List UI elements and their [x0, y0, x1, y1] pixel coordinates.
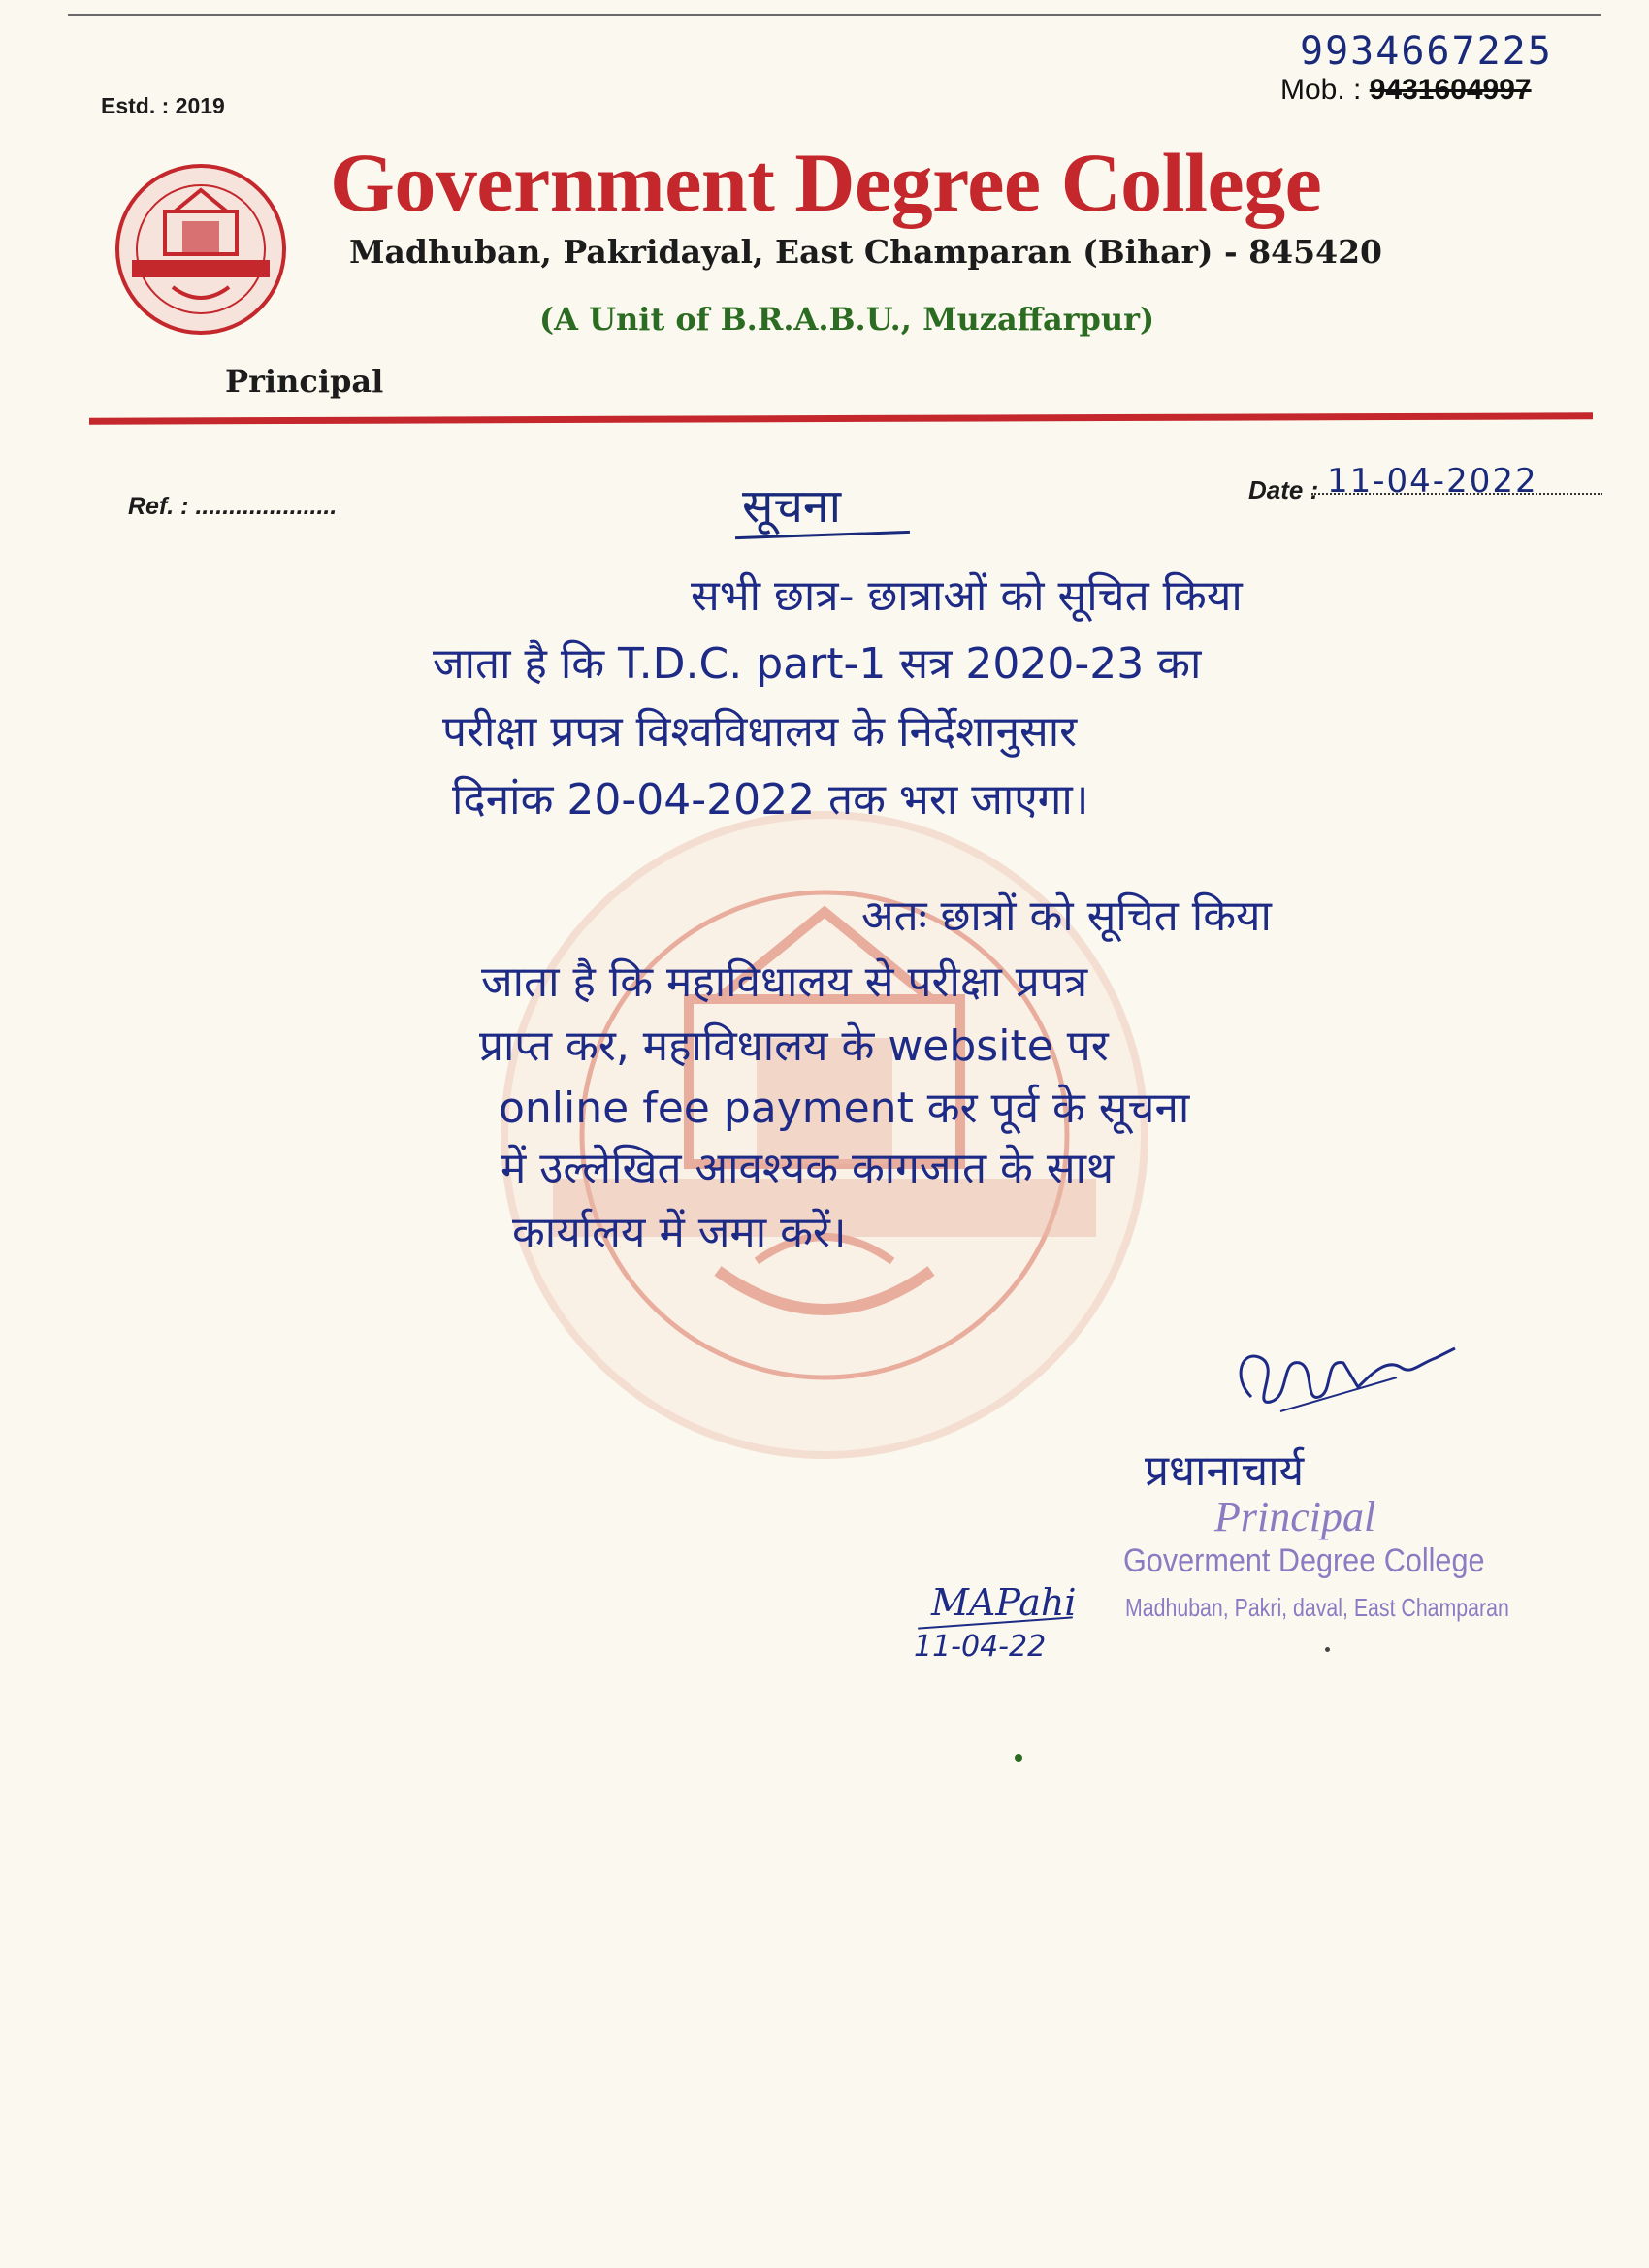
established-year: Estd. : 2019 [101, 93, 225, 118]
college-name: Government Degree College [330, 136, 1322, 229]
ink-dot [1325, 1647, 1330, 1652]
college-address: Madhuban, Pakridayal, East Champaran (Bihar) - 845420 [349, 233, 1382, 271]
notice-heading: सूचना [742, 479, 842, 534]
notice-line: जाता है कि T.D.C. part-1 सत्र 2020-23 का [433, 639, 1202, 689]
stamp-college-name: Goverment Degree College [1123, 1542, 1485, 1579]
date-value: 11-04-2022 [1327, 462, 1538, 501]
top-border-line [68, 14, 1600, 16]
office-of-principal: Principal [225, 363, 384, 400]
notice-line: अतः छात्रों को सूचित किया [861, 891, 1272, 941]
notice-line: में उल्लेखित आवश्यक कागजात के साथ [501, 1144, 1115, 1193]
principal-signature-icon [1222, 1319, 1465, 1436]
notice-line: दिनांक 20-04-2022 तक भरा जाएगा। [452, 775, 1089, 825]
principal-designation-hindi: प्रधानाचार्य [1145, 1446, 1305, 1496]
mobile-number [1280, 74, 1532, 107]
initials-date: 11-04-22 [914, 1630, 1047, 1664]
ink-dot [1015, 1754, 1022, 1762]
reference-field: Ref. : ..................... [128, 493, 338, 520]
stamp-address: Madhuban, Pakri, daval, East Champaran [1125, 1593, 1509, 1622]
handwritten-mobile-number: 9934667225 [1300, 29, 1553, 74]
notice-line: परीक्षा प्रपत्र विश्वविधालय के निर्देशानुसार [442, 707, 1078, 757]
mobile-number-struck: 9431604997 [1369, 74, 1532, 106]
stamp-principal: Principal [1214, 1493, 1376, 1540]
notice-line: जाता है कि महाविधालय से परीक्षा प्रपत्र [481, 957, 1088, 1007]
notice-line: कार्यालय में जमा करें। [512, 1208, 847, 1257]
date-label: Date : [1248, 475, 1319, 504]
affiliation-unit: (A Unit of B.R.A.B.U., Muzaffarpur) [539, 301, 1155, 338]
initials-signature: MAPahi [931, 1581, 1077, 1624]
notice-line: प्राप्त कर, महाविधालय के website पर [479, 1021, 1109, 1071]
notice-line: सभी छात्र- छात्राओं को सूचित किया [691, 571, 1243, 621]
mobile-label: Mob. : [1280, 74, 1362, 106]
notice-line: online fee payment कर पूर्व के सूचना [499, 1084, 1190, 1133]
university-logo-icon [114, 163, 287, 336]
header-divider [89, 412, 1593, 424]
